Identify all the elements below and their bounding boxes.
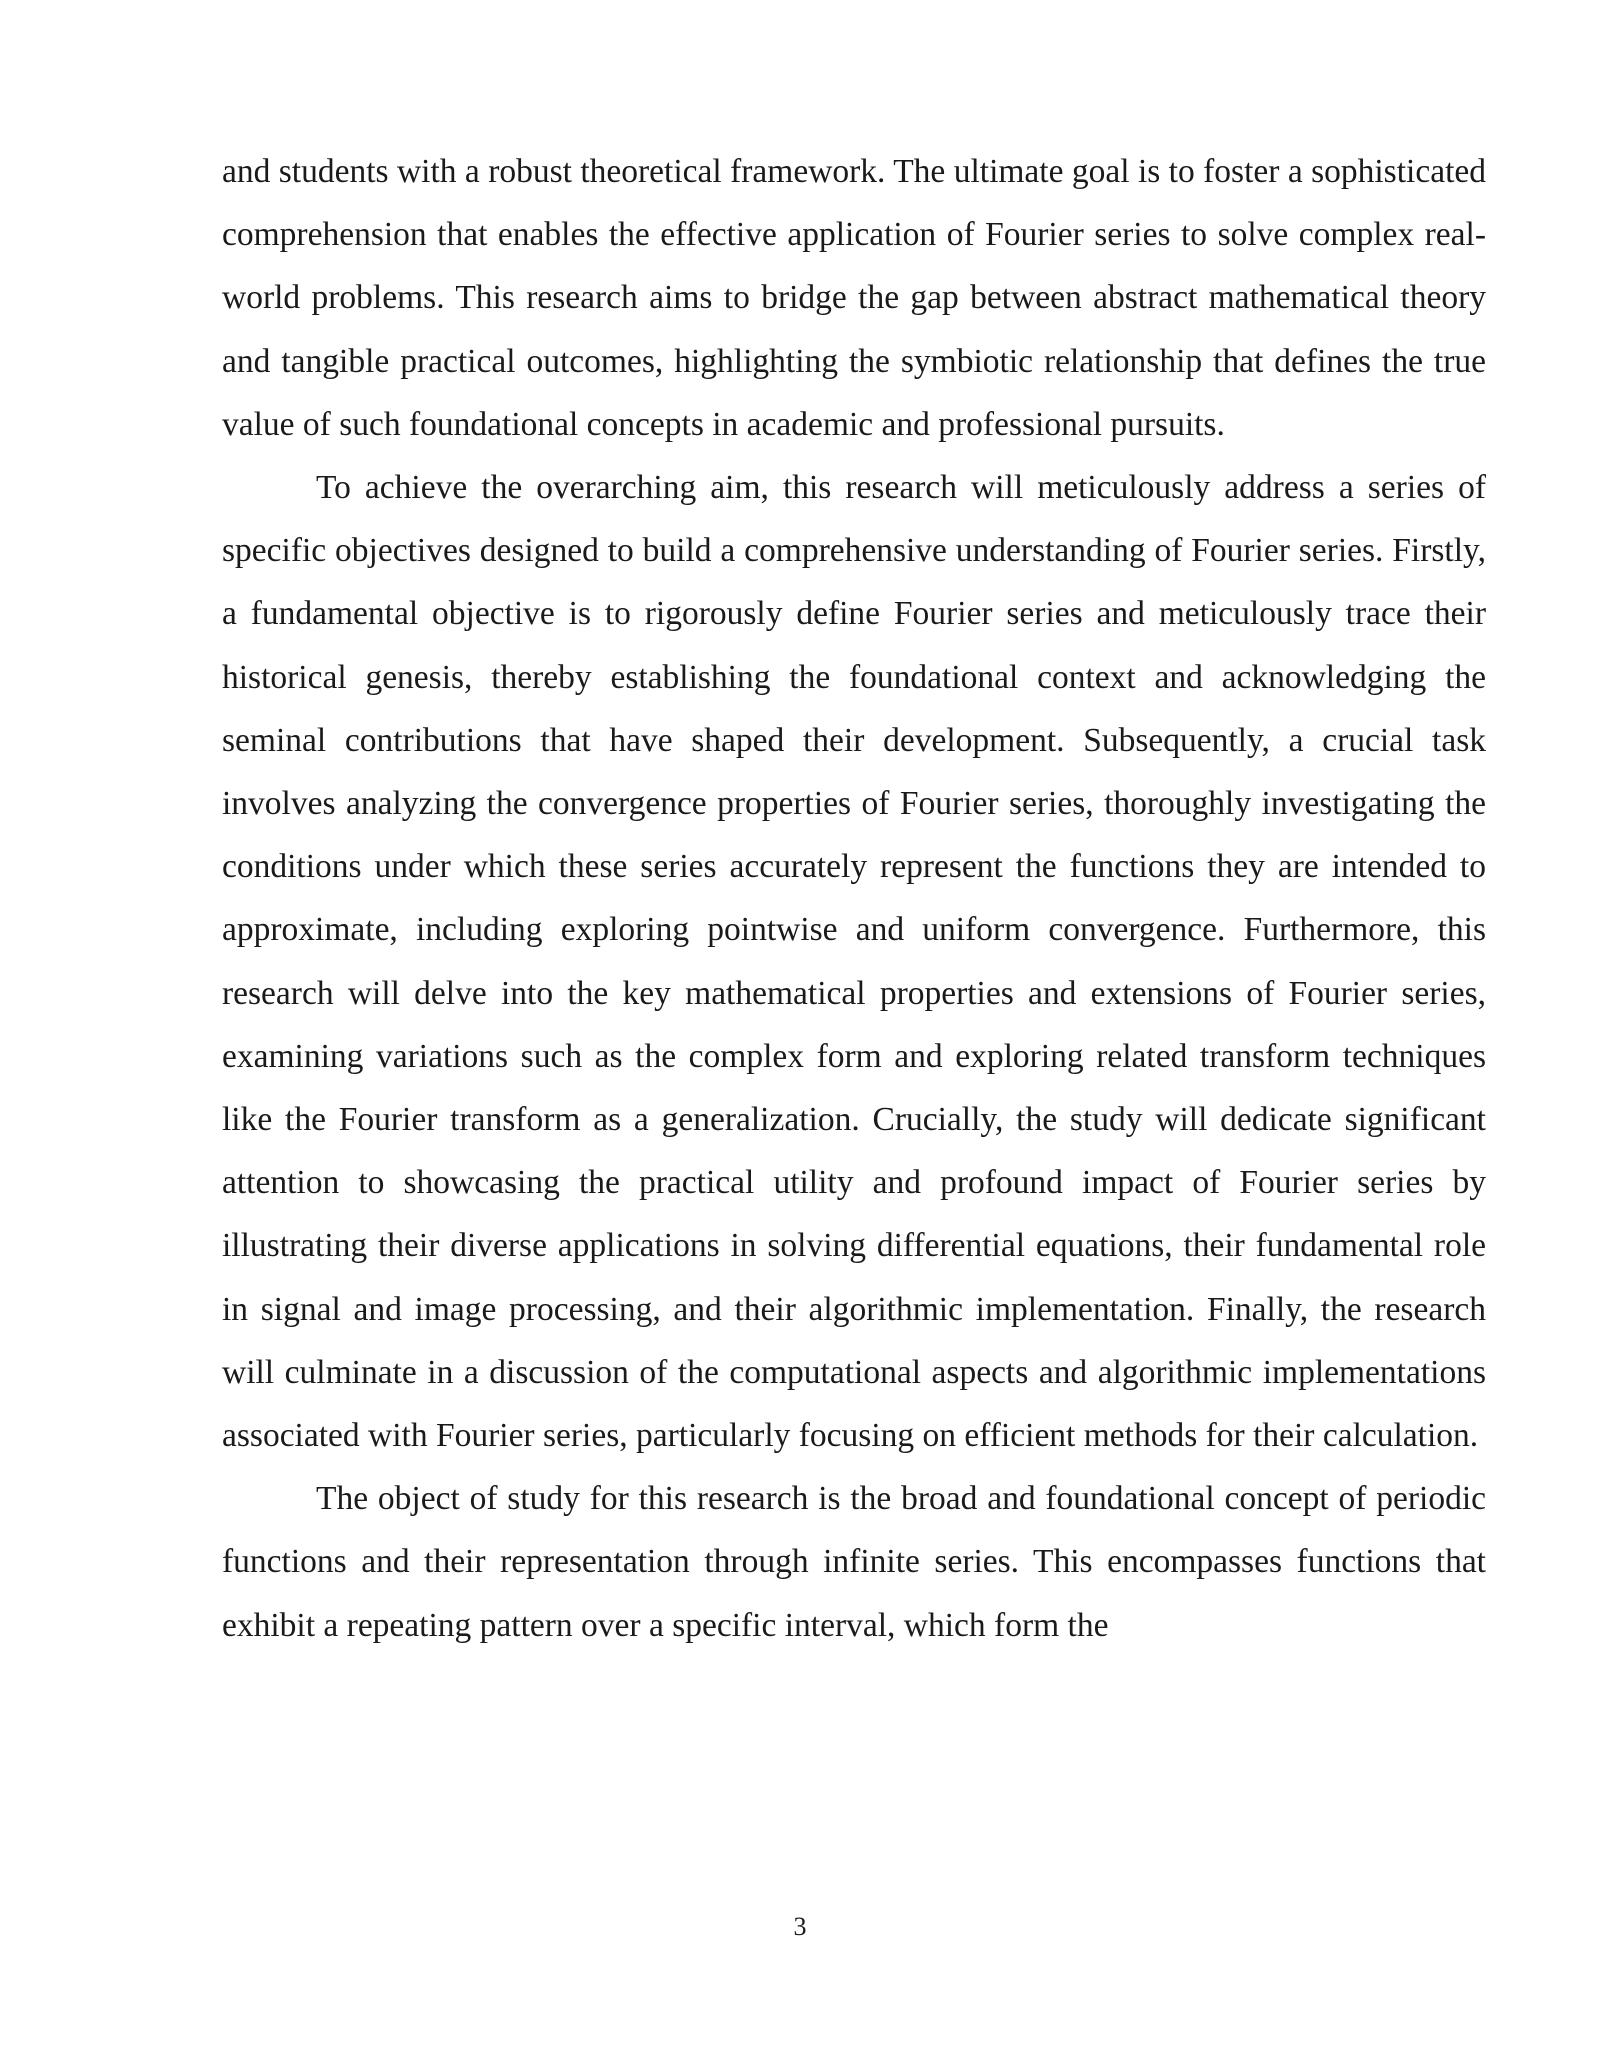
body-text — [222, 140, 1486, 1657]
paragraph-2: To achieve the overarching aim, this research will meticulously address a series of specific objectives designed to build a comprehensive understanding of Fourier series. Firstly, a fundamental objective is to rigorously define Fourier series and meticulously trace their historical genesis, thereby establishing the foundational context and acknowledging the seminal contributions that have shaped their development. Subsequently, a crucial task involves analyzing the convergence properties of Fourier series, thoroughly investigating the conditions under which these series accurately represent the functions they are intended to approximate, including exploring pointwise and uniform convergence. Furthermore, this research will delve into the key mathematical properties and extensions of Fourier series, examining variations such as the complex form and exploring related transform techniques like the Fourier transform as a generalization. Crucially, the study will dedicate significant attention to showcasing the practical utility and profound impact of Fourier series by illustrating their diverse applications in solving differential equations, their fundamental role in signal and image processing, and their algorithmic implementation. Finally, the research will culminate in a discussion of the computational aspects and algorithmic implementations associated with Fourier series, particularly focusing on efficient methods for their calculation. — [222, 469, 1486, 1455]
paragraph-3: The object of study for this research is the broad and foundational concept of periodic functions and their representation through infinite series. This encompasses functions that exhibit a repeating pattern over a specific interval, which form the — [222, 1480, 1486, 1644]
page-number: 3 — [793, 1912, 807, 1941]
paragraph-1: and students with a robust theoretical framework. The ultimate goal is to foster a sophisticated comprehension that enables the effective application of Fourier series to solve complex real-world problems. This research aims to bridge the gap between abstract mathematical theory and tangible practical outcomes, highlighting the symbiotic relationship that defines the true value of such foundational concepts in academic and professional pursuits. — [222, 153, 1486, 443]
